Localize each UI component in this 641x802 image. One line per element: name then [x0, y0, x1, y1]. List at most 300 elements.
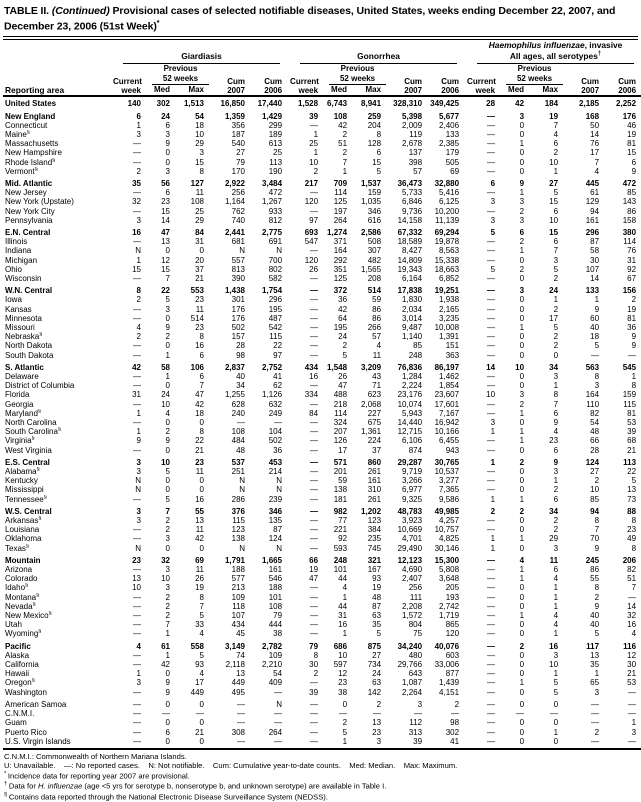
cell: N [135, 246, 141, 256]
cell: 24 [338, 332, 348, 342]
cell: 16 [627, 620, 637, 630]
cell: 8 [199, 427, 204, 437]
cell: 9 [631, 332, 637, 342]
cell: — [133, 381, 141, 391]
cell: 19,343 [397, 264, 423, 274]
col-med-1: Med [154, 85, 170, 95]
cell: 23 [161, 197, 170, 207]
cell: 206 [622, 555, 637, 565]
cell: 10,166 [434, 427, 460, 437]
cell: — [487, 399, 496, 409]
cell: 328,310 [389, 96, 430, 108]
cell: 32 [627, 611, 637, 621]
cell: 1 [631, 371, 637, 381]
cell: — [310, 418, 319, 427]
cell: 42 [338, 120, 348, 130]
cell: 3,648 [439, 574, 460, 584]
cell: — [487, 188, 496, 198]
cell: 6 [376, 148, 382, 158]
cell: 0 [165, 148, 170, 158]
cell: 0 [519, 669, 525, 679]
cell: 63 [372, 678, 382, 688]
cell: — [133, 399, 141, 409]
cell: 445 [585, 178, 600, 188]
cell: 21 [627, 669, 637, 679]
cell: 82 [590, 408, 600, 418]
cell: — [196, 709, 204, 719]
table-row [3, 295, 641, 304]
cell: 5 [376, 629, 382, 639]
cell: 1 [136, 120, 141, 130]
cell: 1 [519, 322, 525, 332]
cell: 15 [132, 264, 141, 274]
cell: — [310, 611, 319, 621]
cell: 9 [165, 678, 170, 688]
cell: 0 [199, 418, 204, 427]
col-med-2: Med [331, 85, 348, 95]
cell: 124 [268, 534, 283, 544]
cell: 10,200 [434, 206, 460, 216]
cell: 44 [338, 601, 348, 611]
cell: 187 [231, 129, 245, 139]
cell: 487 [268, 313, 283, 323]
cell: 514 [190, 313, 204, 323]
cell: 31 [338, 611, 348, 621]
cell: 27 [590, 467, 600, 477]
cell: 4 [553, 129, 559, 139]
cell: 0 [519, 699, 525, 709]
cell: 115 [269, 332, 283, 342]
cell: 6 [631, 157, 637, 167]
cell: — [487, 255, 496, 265]
cell: — [487, 111, 496, 121]
cell: N [276, 485, 283, 495]
cell: 3 [519, 215, 525, 225]
cell: 3 [165, 534, 170, 544]
cell: 4 [165, 408, 170, 418]
table-row [3, 669, 641, 678]
cell: 42 [195, 399, 204, 409]
cell: 67,332 [397, 227, 423, 237]
cell: 264 [333, 215, 348, 225]
footnotes [3, 750, 638, 802]
cell: 7 [199, 381, 204, 391]
cell: 3,149 [224, 641, 245, 651]
cell: 35 [132, 178, 141, 188]
cell: 16 [132, 227, 141, 237]
cell: 313 [408, 727, 423, 737]
cell: — [487, 611, 496, 621]
cell: 5 [342, 727, 348, 737]
cell: 13 [132, 574, 141, 584]
cell: 2,165 [439, 304, 460, 314]
cell: 14 [486, 362, 496, 372]
cell: 27 [549, 178, 559, 188]
cell: — [487, 709, 496, 719]
cell: 6 [490, 178, 496, 188]
cell: — [133, 660, 141, 670]
row-label: Louisiana [5, 525, 40, 535]
cell: 256 [231, 188, 245, 198]
cell: 23 [132, 555, 141, 565]
cell: 0 [519, 620, 525, 630]
cell: 1 [519, 427, 525, 437]
cell: 27 [236, 148, 245, 158]
cell: 15 [161, 206, 170, 216]
cell: 12,123 [397, 555, 423, 565]
cell: 0 [342, 699, 348, 709]
cell: 449 [190, 687, 204, 697]
cell: 10,008 [434, 322, 460, 332]
cell: 97 [309, 215, 319, 225]
cell: 643 [408, 669, 423, 679]
cell: 30,146 [434, 543, 460, 553]
cell: 0 [165, 476, 170, 486]
cell: 68 [627, 436, 637, 446]
cell: — [133, 650, 141, 660]
cell: 23 [338, 678, 348, 688]
cell: 8 [136, 286, 141, 296]
cell: 19 [372, 583, 382, 593]
cell: 7,167 [439, 408, 460, 418]
cell: — [310, 516, 319, 526]
table-body [3, 96, 641, 749]
cell: 14,809 [397, 255, 423, 265]
cell: 2 [519, 399, 525, 409]
cell: 11 [195, 467, 204, 477]
cell: 7 [342, 157, 348, 167]
cell: 2,742 [439, 601, 460, 611]
cell: 107 [585, 264, 600, 274]
cell: 113 [623, 457, 637, 467]
cell: — [310, 286, 319, 296]
cell: — [487, 166, 496, 176]
cell: 53 [627, 418, 637, 427]
cell: 31 [132, 390, 141, 400]
cell: 88 [627, 506, 637, 516]
cell: — [487, 660, 496, 670]
cell: 603 [445, 650, 460, 660]
table-row [3, 495, 641, 504]
cell: 3 [631, 727, 637, 737]
cell: 34 [236, 381, 245, 391]
cell: 1 [594, 295, 600, 305]
cell: 10 [161, 457, 170, 467]
table-row [3, 436, 641, 445]
cell: — [487, 620, 496, 630]
cell: 0 [199, 718, 204, 728]
cell: 3 [355, 737, 389, 749]
cell: 1 [553, 476, 559, 486]
cell: 1,830 [402, 295, 423, 305]
cell: 1,439 [439, 678, 460, 688]
footnote: C.N.M.I.: Commonwealth of Northern Mariana Islands. [4, 751, 187, 761]
cell: 195 [268, 304, 283, 314]
cell: 108 [268, 601, 283, 611]
cell: 109 [231, 592, 245, 602]
cell: 71 [372, 381, 382, 391]
footnote: † Data for H. influenzae (age <5 yrs for serotype b, nonserotype b, and unknown serotype) are available in Table I. [4, 781, 387, 791]
cell: 5,733 [402, 188, 423, 198]
cell: 4 [553, 611, 559, 621]
cell: 85 [590, 494, 600, 504]
cell: 0 [519, 467, 525, 477]
cell: 16,942 [434, 418, 460, 427]
cell: — [451, 709, 460, 719]
table-row [3, 400, 641, 409]
cell: 13 [590, 650, 600, 660]
cell: 32 [132, 197, 141, 207]
cell: 29,766 [397, 660, 423, 670]
cell: 875 [367, 641, 382, 651]
cell: 16,850 [212, 96, 253, 108]
cell: — [339, 709, 348, 719]
cell: 69 [195, 555, 204, 565]
cell: — [133, 350, 141, 360]
cell: 123 [231, 525, 245, 535]
cell: 3 [519, 390, 525, 400]
col-previous-52-weeks-3: Previous 52 weeks [503, 64, 566, 85]
row-label: Vermont§ [5, 166, 38, 176]
cell: 2,208 [402, 601, 423, 611]
cell: 6 [519, 227, 525, 237]
cell: — [487, 313, 496, 323]
cell: 453 [268, 457, 283, 467]
group-header-giardiasis: Giardiasis [113, 41, 290, 65]
cell: 1 [519, 574, 525, 584]
cell: 12 [161, 255, 170, 265]
cell: 0 [519, 273, 525, 283]
cell: — [628, 592, 637, 602]
cell: 1 [490, 427, 496, 437]
table-row [3, 611, 641, 620]
cell: 10 [338, 650, 348, 660]
cell: 125 [333, 197, 348, 207]
row-label: Minnesota [5, 313, 42, 323]
row-label: Nebraska§ [5, 332, 43, 342]
cell: 19 [549, 111, 559, 121]
cell: 8 [376, 129, 382, 139]
cell: 482 [367, 255, 382, 265]
cell: 2 [342, 718, 348, 728]
cell: 597 [333, 660, 348, 670]
cell: — [310, 188, 319, 198]
cell: 40 [590, 322, 600, 332]
row-label: New Hampshire [5, 148, 62, 158]
cell: — [162, 709, 170, 719]
cell: 205 [445, 583, 460, 593]
cell: 264 [268, 727, 283, 737]
cell: 85 [413, 341, 423, 351]
cell: 161 [367, 476, 382, 486]
cell: 29,490 [397, 543, 423, 553]
table-row [3, 504, 641, 516]
cell: 17 [590, 148, 600, 158]
cell: 2,782 [262, 641, 283, 651]
cell: N [276, 699, 283, 709]
cell: 11 [195, 525, 204, 535]
cell: — [487, 139, 496, 149]
row-label: Pennsylvania [5, 215, 53, 225]
cell: 55 [590, 574, 600, 584]
cell: 577 [231, 574, 245, 584]
cell: 42 [195, 534, 204, 544]
cell: 8 [199, 332, 204, 342]
cell: 13 [627, 485, 637, 495]
cell: 19 [309, 565, 319, 575]
cell: 10 [549, 157, 559, 167]
cell: 17 [338, 445, 348, 455]
cell: 2 [165, 601, 170, 611]
cell: — [591, 350, 600, 360]
cell: — [310, 709, 319, 719]
footnote: * Incidence data for reporting year 2007 are provisional. [4, 770, 190, 781]
cell: 66 [590, 436, 600, 446]
cell: 7,365 [439, 485, 460, 495]
cell: 5 [553, 264, 559, 274]
cell: 1 [519, 436, 525, 446]
cell: 12,715 [397, 427, 423, 437]
cell: 0 [165, 381, 170, 391]
cell: 7 [594, 157, 600, 167]
row-label: Arkansas§ [5, 516, 42, 526]
table-row [3, 130, 641, 139]
cell: 2,385 [439, 139, 460, 149]
table-row [3, 516, 641, 525]
cell: 0 [519, 313, 525, 323]
table-row [3, 372, 641, 381]
cell: — [133, 534, 141, 544]
cell: 1,572 [402, 611, 423, 621]
cell: 2 [553, 341, 559, 351]
cell: 248 [408, 350, 423, 360]
table-row [3, 197, 641, 206]
cell: 2 [519, 641, 525, 651]
cell: 740 [231, 215, 245, 225]
cell: 6,852 [439, 273, 460, 283]
cell: — [310, 350, 319, 360]
table-row [3, 390, 641, 399]
cell: 23 [372, 727, 382, 737]
cell: 157 [231, 332, 245, 342]
cell: 261 [367, 467, 382, 477]
cell: 138 [333, 485, 348, 495]
table-row [3, 109, 641, 121]
cell: 2 [165, 427, 170, 437]
cell: 9,487 [402, 322, 423, 332]
cell: 10 [132, 583, 141, 593]
col-max-2: Max [365, 85, 382, 95]
cell: 2,068 [361, 399, 382, 409]
cell: — [487, 129, 496, 139]
cell: — [274, 718, 283, 728]
cell: 1 [136, 427, 141, 437]
cell: 3 [199, 148, 204, 158]
cell: 21 [195, 727, 204, 737]
cell: 2,837 [224, 362, 245, 372]
cell: 159 [622, 390, 637, 400]
row-label: Mountain [5, 555, 41, 565]
cell: 29 [549, 534, 559, 544]
cell: 9 [519, 178, 525, 188]
notifiable-diseases-table [3, 41, 641, 750]
row-label: North Carolina [5, 418, 57, 427]
cell: 0 [165, 699, 170, 709]
cell: 434 [231, 620, 245, 630]
cell: 21 [195, 273, 204, 283]
cell: 5,808 [439, 565, 460, 575]
cell: 3 [553, 371, 559, 381]
cell: 5 [553, 687, 559, 697]
cell: 6 [553, 565, 559, 575]
cell: 92 [338, 534, 348, 544]
cell: 74 [236, 650, 245, 660]
group-header-haemophilus: Haemophilus influenzae, invasive All ages, all serotypes† [467, 41, 641, 65]
cell: 8 [199, 166, 204, 176]
row-label: Missouri [5, 322, 35, 332]
cell: 22 [627, 467, 637, 477]
cell: 8 [594, 583, 600, 593]
cell: 302 [445, 727, 460, 737]
cell: 101 [333, 565, 348, 575]
cell: 0 [519, 583, 525, 593]
cell: 0 [165, 485, 170, 495]
cell: — [487, 295, 496, 305]
cell: 69,294 [434, 227, 460, 237]
cell: 15 [372, 157, 382, 167]
cell: 135 [268, 516, 283, 526]
cell: 3 [490, 215, 496, 225]
cell: 11,139 [435, 215, 460, 225]
cell: 444 [268, 620, 283, 630]
cell: 5 [342, 350, 348, 360]
cell: 502 [268, 436, 283, 446]
cell: — [487, 246, 496, 256]
cell: — [310, 445, 319, 455]
cell: 44 [338, 574, 348, 584]
cell: — [133, 273, 141, 283]
cell: N [276, 246, 283, 256]
cell: 933 [268, 206, 283, 216]
cell: 79 [236, 157, 245, 167]
cell: 2 [594, 476, 600, 486]
cell: — [487, 476, 496, 486]
cell: 3 [136, 506, 141, 516]
cell: 13 [372, 718, 382, 728]
cell: 2 [519, 506, 525, 516]
cell: 0 [519, 304, 525, 314]
cell: — [310, 629, 319, 639]
cell: 1,255 [224, 390, 245, 400]
row-label: North Dakota [5, 341, 53, 351]
cell: 2,407 [402, 574, 423, 584]
cell: 307 [367, 246, 382, 256]
cell: 1 [519, 408, 525, 418]
cell: 2,034 [402, 304, 423, 314]
cell: 0 [519, 629, 525, 639]
cell: N [239, 543, 245, 553]
row-label: Montana§ [5, 592, 40, 602]
cell: 151 [445, 341, 460, 351]
cell: 69 [450, 166, 460, 176]
cell: 48,783 [397, 506, 423, 516]
cell: 109 [268, 650, 283, 660]
table-row [3, 485, 641, 494]
cell: — [310, 678, 319, 688]
cell: 21 [627, 445, 637, 455]
cell: 13 [195, 516, 204, 526]
cell: 1 [553, 381, 559, 391]
